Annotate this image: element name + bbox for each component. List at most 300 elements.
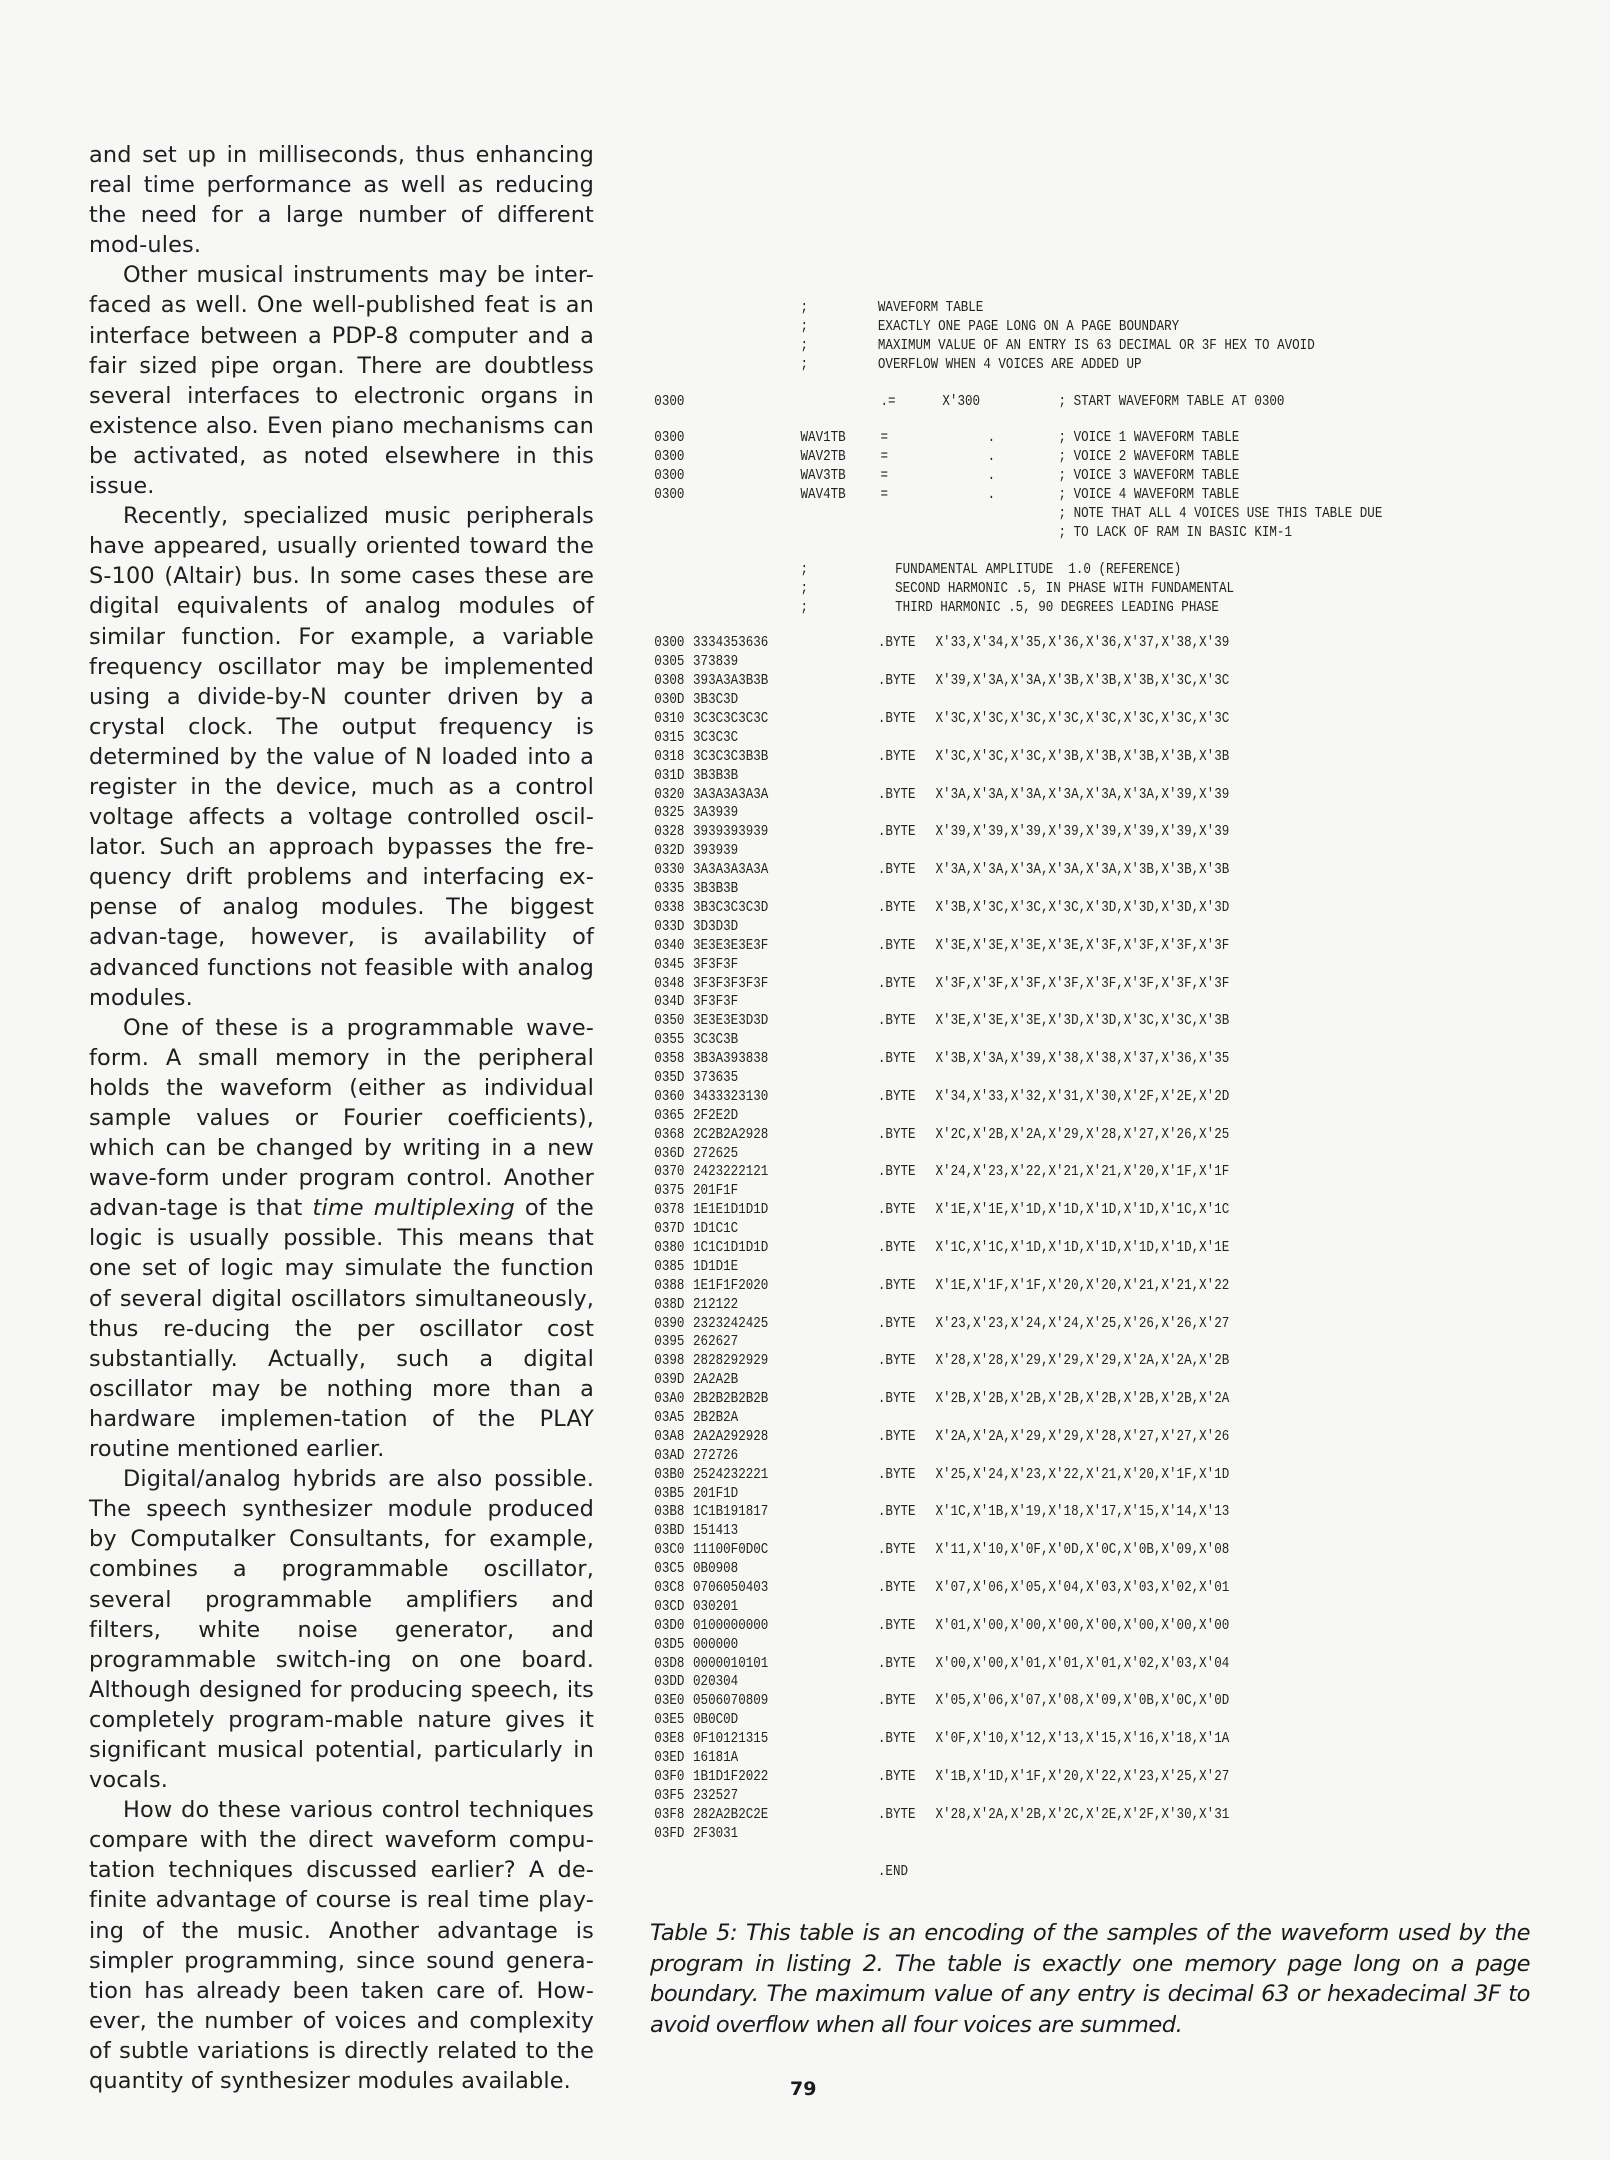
byte-directive: .BYTE (877, 1580, 916, 1596)
address: 038D (654, 1296, 685, 1313)
listing-spacer (650, 618, 1424, 635)
byte-row (650, 824, 1424, 843)
object-code: 262627 (693, 1334, 739, 1351)
byte-directive: .BYTE (877, 1768, 916, 1785)
byte-row (650, 673, 1424, 692)
address: 0378 (654, 1202, 685, 1219)
object-code: 2B2B2B2B2B (693, 1391, 769, 1408)
object-code: 0F10121315 (693, 1731, 769, 1748)
address: 03B0 (654, 1466, 685, 1483)
byte-row-continuation (650, 1486, 1424, 1505)
byte-directive: .BYTE (877, 899, 916, 916)
object-code: 0506070809 (693, 1693, 769, 1710)
byte-row (650, 1316, 1424, 1335)
address: 0325 (654, 805, 685, 822)
harmonic-comment-line (650, 581, 1424, 600)
header-comment-line (650, 319, 1424, 338)
byte-values: X'11,X'10,X'0F,X'0D,X'0C,X'0B,X'09,X'08 (935, 1542, 1230, 1559)
byte-row (650, 1504, 1424, 1523)
address: 0370 (654, 1164, 685, 1181)
byte-row-continuation (650, 730, 1424, 749)
address: 03D5 (654, 1636, 685, 1653)
object-code: 3B3A393838 (693, 1051, 769, 1068)
paragraph-4-part-2: of the logic is usually possible. This means that one set of logic may simulate the function of several digital oscillators simultaneously, thus re-ducing the per oscillator cost substantially. Actually, such a digital oscillator may be nothing more than a hardware implemen-tation of the PLAY routine mentioned earlier. (89, 1195, 594, 1463)
address: 03E5 (654, 1712, 685, 1729)
argument: . (942, 468, 996, 485)
byte-row-continuation (650, 957, 1424, 976)
table-caption: Table 5: This table is an encoding of the samples of the waveform used by the program in listing 2. The table is exactly one memory page long on a page boundary. The maximum value of any entry is decimal 63 or hexadecimal 3F to avoid overflow when all four voices are summed. (650, 1920, 1530, 2038)
equate-line (650, 487, 1424, 506)
operator: = (880, 468, 889, 485)
address: 0310 (654, 711, 685, 728)
object-code: 1E1E1D1D1D (693, 1202, 769, 1219)
object-code: 2524232221 (693, 1466, 769, 1483)
address: 0300 (654, 449, 685, 466)
byte-values: X'3B,X'3A,X'39,X'38,X'38,X'37,X'36,X'35 (935, 1051, 1230, 1068)
byte-row-continuation (650, 919, 1424, 938)
byte-row (650, 1278, 1424, 1297)
address: 0305 (654, 654, 685, 671)
byte-row-continuation (650, 1712, 1424, 1731)
byte-directive: .BYTE (877, 1466, 916, 1483)
address: 0375 (654, 1183, 685, 1200)
byte-directive: .BYTE (877, 786, 916, 803)
paragraph-3: Recently, specialized music peripherals have appeared, usually oriented toward the S-100 (Altair) bus. In some cases these are digital equivalents of analog modules of similar function. For example, a variable frequency oscillator may be implemented using a divide-by-N counter driven by a crystal clock. The output frequency is determined by the value of N loaded into a register in the device, much as a control voltage affects a voltage controlled oscil-lator. Such an approach bypasses the fre-quency drift problems and interfacing ex-pense of analog modules. The biggest advan-tage, however, is availability of advanced functions not feasible with analog modules. (89, 503, 594, 1011)
comment-marker: ; (800, 318, 809, 335)
byte-values: X'3F,X'3F,X'3F,X'3F,X'3F,X'3F,X'3F,X'3F (935, 975, 1230, 992)
header-comment-line (650, 300, 1424, 319)
comment-text: EXACTLY ONE PAGE LONG ON A PAGE BOUNDARY (877, 318, 1180, 335)
object-code: 0B0908 (693, 1561, 739, 1578)
byte-row (650, 1807, 1424, 1826)
operator: = (880, 430, 889, 447)
address: 0338 (654, 899, 685, 916)
address: 034D (654, 994, 685, 1011)
byte-row-continuation (650, 1826, 1424, 1845)
object-code: 1C1B191817 (693, 1504, 769, 1521)
byte-row (650, 1769, 1424, 1788)
byte-directive: .BYTE (877, 635, 916, 652)
comment-marker: ; (800, 300, 809, 316)
waveform-table-listing (650, 300, 1424, 1883)
address: 03DD (654, 1674, 685, 1691)
object-code: 030201 (693, 1598, 739, 1615)
byte-values: X'1C,X'1B,X'19,X'18,X'17,X'15,X'14,X'13 (935, 1504, 1230, 1521)
byte-directive: .BYTE (877, 937, 916, 954)
object-code: 2F3031 (693, 1825, 739, 1842)
object-code: 3B3C3C3C3D (693, 899, 769, 916)
address: 0388 (654, 1277, 685, 1294)
comment-text: ; VOICE 2 WAVEFORM TABLE (1058, 449, 1240, 466)
comment-text: ; TO LACK OF RAM IN BASIC KIM-1 (1058, 524, 1292, 541)
comment-text: ; START WAVEFORM TABLE AT 0300 (1058, 393, 1285, 410)
comment-marker: ; (800, 599, 809, 616)
byte-directive: .BYTE (877, 1504, 916, 1521)
address: 036D (654, 1145, 685, 1162)
byte-values: X'34,X'33,X'32,X'31,X'30,X'2F,X'2E,X'2D (935, 1088, 1230, 1105)
object-code: 2423222121 (693, 1164, 769, 1181)
byte-directive: .BYTE (877, 1202, 916, 1219)
object-code: 3D3D3D (693, 918, 739, 935)
note-comment-line (650, 525, 1424, 544)
comment-text: ; NOTE THAT ALL 4 VOICES USE THIS TABLE DUE (1058, 506, 1383, 523)
object-code: 3F3F3F (693, 956, 739, 973)
object-code: 393939 (693, 843, 739, 860)
byte-directive: .BYTE (877, 1617, 916, 1634)
byte-row-continuation (650, 805, 1424, 824)
address: 0355 (654, 1032, 685, 1049)
address: 0365 (654, 1107, 685, 1124)
address: 03C0 (654, 1542, 685, 1559)
address: 0360 (654, 1088, 685, 1105)
comment-text: WAVEFORM TABLE (877, 300, 984, 316)
address: 0300 (654, 635, 685, 652)
object-code: 3C3C3C3B3B (693, 748, 769, 765)
paragraph-2: Other musical instruments may be inter-faced as well. One well-published feat is an interface between a PDP-8 computer and a fair sized pipe organ. There are doubtless several interfaces to electronic organs in existence also. Even piano mechanisms can be activated, as noted elsewhere in this issue. (89, 262, 594, 500)
paragraph-4 (89, 1013, 594, 1464)
object-code: 282A2B2C2E (693, 1806, 769, 1823)
byte-directive: .BYTE (877, 1277, 916, 1294)
object-code: 3C3C3B (693, 1032, 739, 1049)
address: 03CD (654, 1598, 685, 1615)
note-comment-line (650, 506, 1424, 525)
byte-row (650, 1202, 1424, 1221)
address: 03E0 (654, 1693, 685, 1710)
object-code: 3939393939 (693, 824, 769, 841)
listing-spacer (650, 544, 1424, 562)
comment-text: FUNDAMENTAL AMPLITUDE 1.0 (REFERENCE) (895, 561, 1182, 578)
byte-row-continuation (650, 1523, 1424, 1542)
address: 0328 (654, 824, 685, 841)
byte-row-continuation (650, 1448, 1424, 1467)
byte-row (650, 711, 1424, 730)
object-code: 1E1F1F2020 (693, 1277, 769, 1294)
operator: .= (880, 393, 896, 410)
body-text-column (89, 140, 594, 2096)
byte-row (650, 1013, 1424, 1032)
object-code: 3E3E3E3E3F (693, 937, 769, 954)
byte-directive: .BYTE (877, 1731, 916, 1748)
byte-row-continuation (650, 1183, 1424, 1202)
byte-row-continuation (650, 1674, 1424, 1693)
address: 039D (654, 1372, 685, 1389)
emphasis-time-multiplexing: time multiplexing (312, 1195, 515, 1222)
address: 037D (654, 1221, 685, 1238)
address: 032D (654, 843, 685, 860)
paragraph-6: How do these various control techniques compare with the direct waveform compu-tation techniques discussed earlier? A de-finite advantage of course is real time play-ing of the music. Another advantage is simpler programming, since sound genera-tion has already been taken care of. How-ever, the number of voices and complexity of subtle variations is directly related to the quantity of synthesizer modules available. (89, 1797, 594, 2094)
byte-row-continuation (650, 1146, 1424, 1165)
object-code: 3B3B3B (693, 881, 739, 898)
object-code: 2B2B2A (693, 1409, 739, 1426)
byte-directive: .BYTE (877, 1655, 916, 1672)
byte-row (650, 1127, 1424, 1146)
address: 035D (654, 1069, 685, 1086)
object-code: 020304 (693, 1674, 739, 1691)
object-code: 272625 (693, 1145, 739, 1162)
object-code: 1D1C1C (693, 1221, 739, 1238)
address: 03AD (654, 1447, 685, 1464)
object-code: 3334353636 (693, 635, 769, 652)
comment-marker: ; (800, 356, 809, 373)
label: WAV4TB (800, 487, 846, 504)
address: 03C5 (654, 1561, 685, 1578)
address: 03D0 (654, 1617, 685, 1634)
harmonic-comment-line (650, 562, 1424, 581)
comment-text: SECOND HARMONIC .5, IN PHASE WITH FUNDAMENTAL (895, 580, 1235, 597)
byte-directive: .BYTE (877, 1806, 916, 1823)
comment-text: ; VOICE 3 WAVEFORM TABLE (1058, 468, 1240, 485)
byte-directive: .BYTE (877, 1126, 916, 1143)
byte-row-continuation (650, 1372, 1424, 1391)
object-code: 1C1C1D1D1D (693, 1239, 769, 1256)
byte-row-continuation (650, 768, 1424, 787)
byte-values: X'3B,X'3C,X'3C,X'3C,X'3D,X'3D,X'3D,X'3D (935, 899, 1230, 916)
byte-directive: .BYTE (877, 1693, 916, 1710)
object-code: 373839 (693, 654, 739, 671)
byte-directive: .BYTE (877, 975, 916, 992)
object-code: 3433323130 (693, 1088, 769, 1105)
operator: = (880, 487, 889, 504)
byte-row-continuation (650, 1297, 1424, 1316)
byte-row (650, 1731, 1424, 1750)
listing-spacer (650, 1844, 1424, 1864)
byte-row-continuation (650, 1599, 1424, 1618)
object-code: 11100F0D0C (693, 1542, 769, 1559)
byte-directive: .BYTE (877, 1051, 916, 1068)
byte-row-continuation (650, 1788, 1424, 1807)
byte-values: X'3C,X'3C,X'3C,X'3B,X'3B,X'3B,X'3B,X'3B (935, 748, 1230, 765)
object-code: 212122 (693, 1296, 739, 1313)
byte-row (650, 1353, 1424, 1372)
object-code: 3F3F3F (693, 994, 739, 1011)
equate-line (650, 468, 1424, 487)
byte-row-continuation (650, 1334, 1424, 1353)
address: 0300 (654, 430, 685, 447)
object-code: 0706050403 (693, 1580, 769, 1596)
address: 03A8 (654, 1428, 685, 1445)
byte-row (650, 976, 1424, 995)
address: 030D (654, 692, 685, 709)
byte-row-continuation (650, 881, 1424, 900)
address: 0350 (654, 1013, 685, 1030)
byte-values: X'25,X'24,X'23,X'22,X'21,X'20,X'1F,X'1D (935, 1466, 1230, 1483)
byte-directive: .BYTE (877, 673, 916, 690)
byte-row (650, 1656, 1424, 1675)
address: 0390 (654, 1315, 685, 1332)
object-code: 2F2E2D (693, 1107, 739, 1124)
paragraph-4-part-1: One of these is a programmable wave-form. A small memory in the peripheral holds the waveform (either as individual sample values or Fourier coefficients), which can be changed by writing in a new wave-form under program control. Another advan-tage is that (89, 1014, 594, 1222)
label: WAV2TB (800, 449, 846, 466)
address: 03C8 (654, 1580, 685, 1596)
byte-values: X'0F,X'10,X'12,X'13,X'15,X'16,X'18,X'1A (935, 1731, 1230, 1748)
paragraph-1: and set up in milliseconds, thus enhancing real time performance as well as reducing the need for a large number of different mod-ules. (89, 142, 594, 259)
argument: . (942, 430, 996, 447)
address: 0345 (654, 956, 685, 973)
object-code: 2828292929 (693, 1353, 769, 1370)
byte-values: X'01,X'00,X'00,X'00,X'00,X'00,X'00,X'00 (935, 1617, 1230, 1634)
header-comment-line (650, 357, 1424, 376)
byte-directive: .BYTE (877, 748, 916, 765)
byte-values: X'07,X'06,X'05,X'04,X'03,X'03,X'02,X'01 (935, 1580, 1230, 1596)
byte-values: X'3A,X'3A,X'3A,X'3A,X'3A,X'3A,X'39,X'39 (935, 786, 1230, 803)
address: 0318 (654, 748, 685, 765)
address: 03FD (654, 1825, 685, 1842)
comment-text: OVERFLOW WHEN 4 VOICES ARE ADDED UP (877, 356, 1142, 373)
byte-directive: .BYTE (877, 1088, 916, 1105)
byte-row (650, 1240, 1424, 1259)
byte-row-continuation (650, 1410, 1424, 1429)
address: 03F8 (654, 1806, 685, 1823)
address: 0368 (654, 1126, 685, 1143)
byte-values: X'28,X'2A,X'2B,X'2C,X'2E,X'2F,X'30,X'31 (935, 1806, 1230, 1823)
byte-row (650, 938, 1424, 957)
object-code: 373635 (693, 1069, 739, 1086)
comment-text: ; VOICE 4 WAVEFORM TABLE (1058, 487, 1240, 504)
address: 03E8 (654, 1731, 685, 1748)
byte-row-continuation (650, 994, 1424, 1013)
address: 0348 (654, 975, 685, 992)
object-code: 2A2A2B (693, 1372, 739, 1389)
object-code: 3A3A3A3A3A (693, 862, 769, 879)
byte-values: X'23,X'23,X'24,X'24,X'25,X'26,X'26,X'27 (935, 1315, 1230, 1332)
operator: = (880, 449, 889, 466)
byte-directive: .BYTE (877, 1013, 916, 1030)
byte-values: X'39,X'3A,X'3A,X'3B,X'3B,X'3B,X'3C,X'3C (935, 673, 1230, 690)
byte-directive: .BYTE (877, 1353, 916, 1370)
byte-values: X'3C,X'3C,X'3C,X'3C,X'3C,X'3C,X'3C,X'3C (935, 711, 1230, 728)
object-code: 232527 (693, 1787, 739, 1804)
byte-row (650, 1089, 1424, 1108)
object-code: 3A3939 (693, 805, 739, 822)
object-code: 000000 (693, 1636, 739, 1653)
address: 03ED (654, 1750, 685, 1767)
object-code: 0100000000 (693, 1617, 769, 1634)
byte-values: X'05,X'06,X'07,X'08,X'09,X'0B,X'0C,X'0D (935, 1693, 1230, 1710)
byte-values: X'2A,X'2A,X'29,X'29,X'28,X'27,X'27,X'26 (935, 1428, 1230, 1445)
object-code: 3A3A3A3A3A (693, 786, 769, 803)
argument: . (942, 449, 996, 466)
byte-row (650, 900, 1424, 919)
byte-directive: .BYTE (877, 862, 916, 879)
address: 03F5 (654, 1787, 685, 1804)
page-number: 79 (790, 2078, 817, 2100)
address: 03BD (654, 1523, 685, 1540)
byte-row-continuation (650, 654, 1424, 673)
object-code: 2C2B2A2928 (693, 1126, 769, 1143)
byte-row (650, 1164, 1424, 1183)
byte-values: X'33,X'34,X'35,X'36,X'36,X'37,X'38,X'39 (935, 635, 1230, 652)
comment-marker: ; (800, 337, 809, 354)
header-comment-line (650, 338, 1424, 357)
byte-row (650, 1391, 1424, 1410)
byte-values: X'3E,X'3E,X'3E,X'3D,X'3D,X'3C,X'3C,X'3B (935, 1013, 1230, 1030)
comment-marker: ; (800, 580, 809, 597)
listing-body (650, 300, 1424, 1883)
address: 0380 (654, 1239, 685, 1256)
address: 0335 (654, 881, 685, 898)
byte-row-continuation (650, 1750, 1424, 1769)
byte-row (650, 1618, 1424, 1637)
paragraph-5: Digital/analog hybrids are also possible. The speech synthesizer module produced by Computalker Consultants, for example, combines a programmable oscillator, several programmable amplifiers and filters, white noise generator, and programmable switch-ing on one board. Although designed for producing speech, its completely program-mable nature gives it significant musical potential, particularly in vocals. (89, 1466, 594, 1794)
byte-row-continuation (650, 1221, 1424, 1240)
byte-row-continuation (650, 1259, 1424, 1278)
byte-row (650, 862, 1424, 881)
address: 03A5 (654, 1409, 685, 1426)
byte-directive: .BYTE (877, 824, 916, 841)
address: 0300 (654, 487, 685, 504)
object-code: 201F1F (693, 1183, 739, 1200)
address: 03F0 (654, 1768, 685, 1785)
byte-row (650, 1429, 1424, 1448)
label: WAV3TB (800, 468, 846, 485)
address: 0308 (654, 673, 685, 690)
object-code: 1D1D1E (693, 1258, 739, 1275)
byte-values: X'00,X'00,X'01,X'01,X'01,X'02,X'03,X'04 (935, 1655, 1230, 1672)
object-code: 3C3C3C (693, 729, 739, 746)
address: 0315 (654, 729, 685, 746)
address: 0320 (654, 786, 685, 803)
byte-directive: .BYTE (877, 711, 916, 728)
object-code: 16181A (693, 1750, 739, 1767)
address: 03A0 (654, 1391, 685, 1408)
byte-directive: .BYTE (877, 1164, 916, 1181)
byte-row (650, 635, 1424, 654)
address: 0330 (654, 862, 685, 879)
object-code: 0000010101 (693, 1655, 769, 1672)
object-code: 3B3C3D (693, 692, 739, 709)
byte-values: X'2C,X'2B,X'2A,X'29,X'28,X'27,X'26,X'25 (935, 1126, 1230, 1143)
byte-directive: .BYTE (877, 1239, 916, 1256)
byte-row-continuation (650, 1070, 1424, 1089)
object-code: 2A2A292928 (693, 1428, 769, 1445)
byte-row (650, 1542, 1424, 1561)
address: 0395 (654, 1334, 685, 1351)
harmonic-comment-line (650, 600, 1424, 619)
byte-directive: .BYTE (877, 1391, 916, 1408)
byte-row (650, 1051, 1424, 1070)
address: 0358 (654, 1051, 685, 1068)
address: 031D (654, 767, 685, 784)
byte-directive: .BYTE (877, 1428, 916, 1445)
object-code: 2323242425 (693, 1315, 769, 1332)
address: 03D8 (654, 1655, 685, 1672)
comment-text: MAXIMUM VALUE OF AN ENTRY IS 63 DECIMAL OR 3F HEX TO AVOID (877, 337, 1315, 354)
byte-values: X'28,X'28,X'29,X'29,X'29,X'2A,X'2A,X'2B (935, 1353, 1230, 1370)
byte-directive: .BYTE (877, 1315, 916, 1332)
byte-row-continuation (650, 1637, 1424, 1656)
byte-row-continuation (650, 843, 1424, 862)
object-code: 3B3B3B (693, 767, 739, 784)
argument: X'300 (942, 393, 981, 410)
object-code: 3E3E3E3D3D (693, 1013, 769, 1030)
address: 0340 (654, 937, 685, 954)
address: 03B8 (654, 1504, 685, 1521)
listing-spacer (650, 376, 1424, 394)
byte-values: X'2B,X'2B,X'2B,X'2B,X'2B,X'2B,X'2B,X'2A (935, 1391, 1230, 1408)
byte-values: X'1B,X'1D,X'1F,X'20,X'22,X'23,X'25,X'27 (935, 1768, 1230, 1785)
comment-text: THIRD HARMONIC .5, 90 DEGREES LEADING PHASE (895, 599, 1219, 616)
byte-values: X'1C,X'1C,X'1D,X'1D,X'1D,X'1D,X'1D,X'1E (935, 1239, 1230, 1256)
end-directive: .END (877, 1864, 909, 1881)
byte-values: X'39,X'39,X'39,X'39,X'39,X'39,X'39,X'39 (935, 824, 1230, 841)
object-code: 201F1D (693, 1485, 739, 1502)
byte-row (650, 749, 1424, 768)
byte-row (650, 1693, 1424, 1712)
byte-directive: .BYTE (877, 1542, 916, 1559)
object-code: 272726 (693, 1447, 739, 1464)
address: 0300 (654, 393, 685, 410)
byte-row-continuation (650, 1108, 1424, 1127)
